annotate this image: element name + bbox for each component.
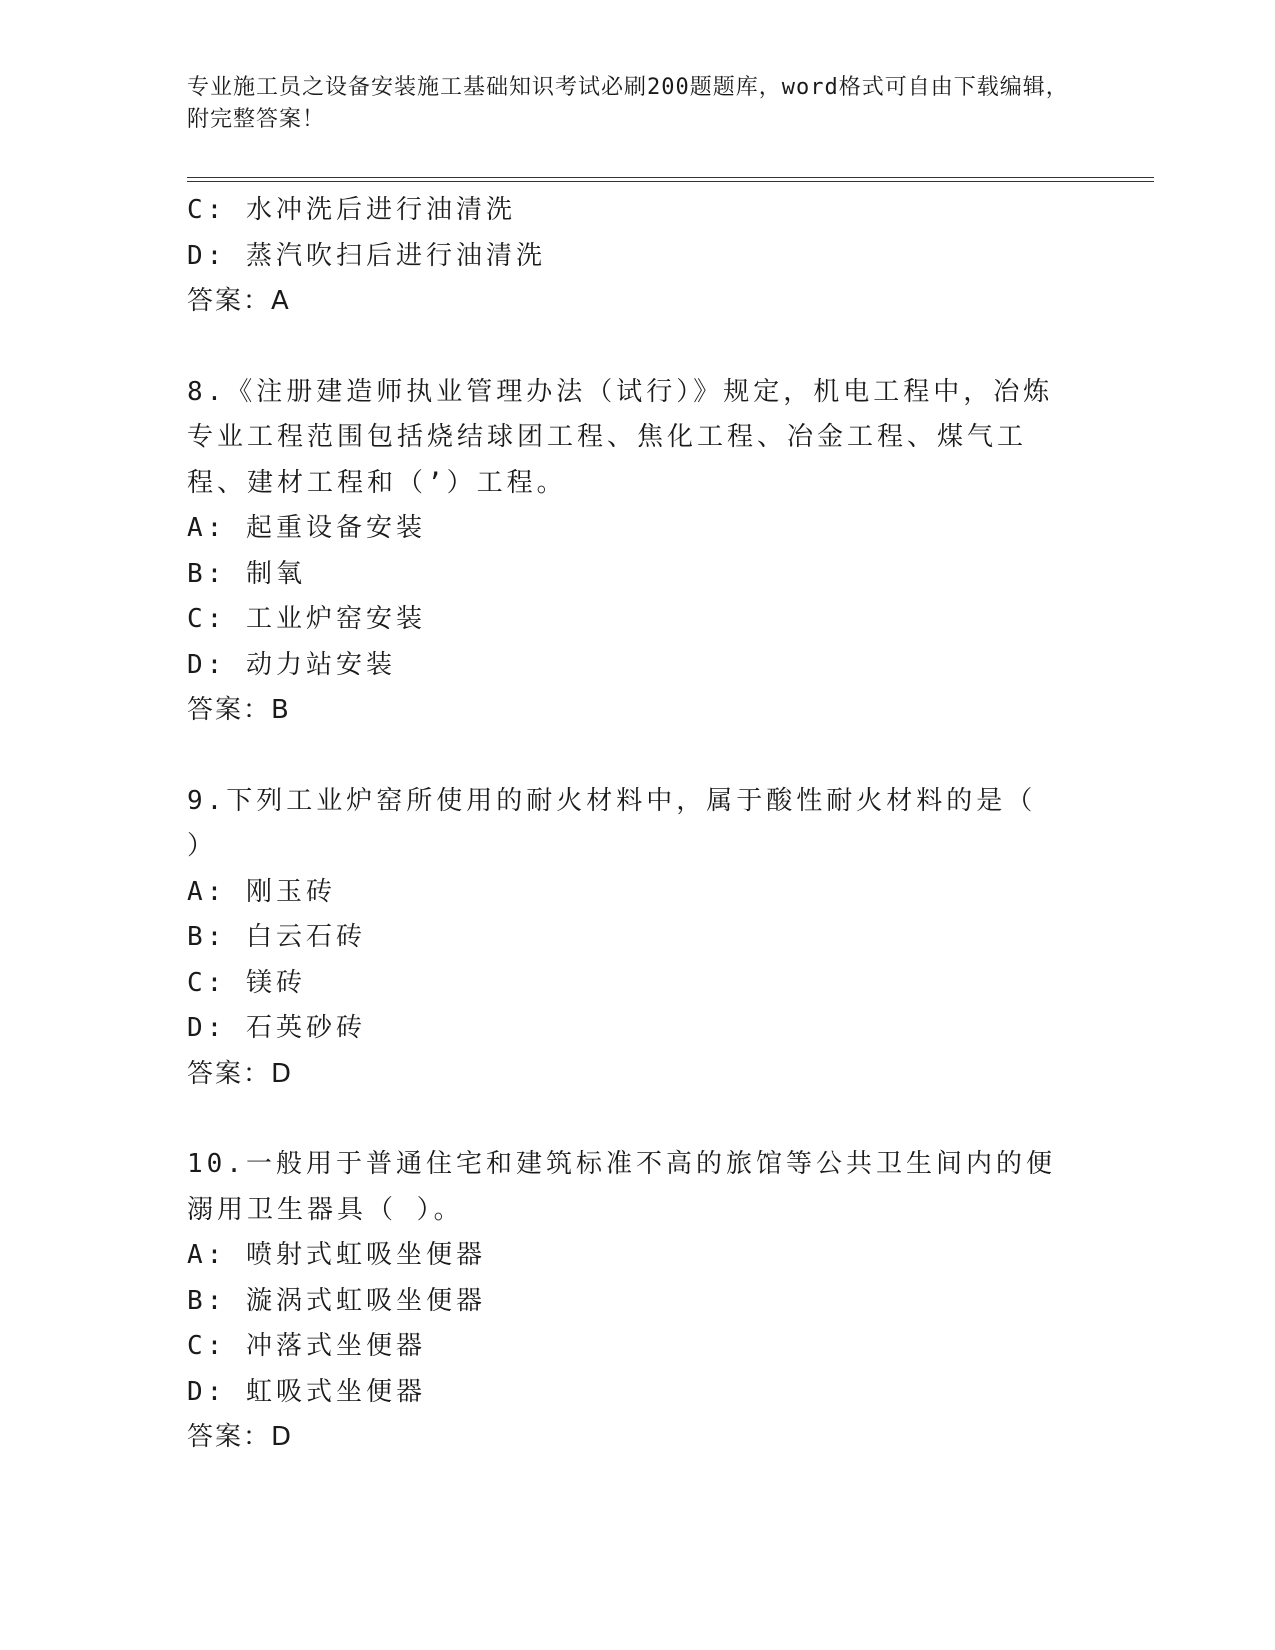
option-c: C: 冲落式坐便器 [187, 1331, 426, 1361]
question-8 [187, 370, 1087, 734]
option-d: D: 石英砂砖 [187, 1013, 366, 1043]
page-header-title: 专业施工员之设备安装施工基础知识考试必刷200题题库，word格式可自由下载编辑，附完整答案！ [187, 75, 1069, 132]
option-a: A: 喷射式虹吸坐便器 [187, 1240, 486, 1270]
option-a: A: 起重设备安装 [187, 513, 426, 543]
carryover-question [187, 188, 1087, 325]
answer-line: 答案：D [187, 1058, 294, 1089]
question-10 [187, 1142, 1087, 1461]
question-9 [187, 779, 1087, 1098]
question-text: 10.一般用于普通住宅和建筑标准不高的旅馆等公共卫生间内的便溺用卫生器具（ ）。 [187, 1149, 1056, 1225]
spacer [187, 325, 1087, 370]
option-c: C: 镁砖 [187, 967, 306, 998]
question-text: 9.下列工业炉窑所使用的耐火材料中，属于酸性耐火材料的是（ ） [187, 785, 1037, 861]
answer-line: 答案：D [187, 1422, 294, 1452]
question-text: 8.《注册建造师执业管理办法（试行）》规定，机电工程中，冶炼专业工程范围包括烧结球团工程、焦化工程、冶金工程、煤气工程、建材工程和（’）工程。 [187, 376, 1054, 498]
option-d: D: 虹吸式坐便器 [187, 1376, 426, 1407]
spacer [187, 1097, 1087, 1142]
spacer [187, 734, 1087, 779]
question-list [187, 188, 1087, 1461]
option-c: C: 水冲洗后进行油清洗 [187, 195, 516, 225]
option-a: A: 刚玉砖 [187, 876, 336, 907]
option-b: B: 漩涡式虹吸坐便器 [187, 1285, 486, 1316]
header-divider [187, 177, 1154, 182]
option-b: B: 制氧 [187, 558, 306, 589]
option-c: C: 工业炉窑安装 [187, 604, 426, 634]
answer-line: 答案：A [187, 286, 291, 316]
option-d: D: 蒸汽吹扫后进行油清洗 [187, 240, 546, 271]
option-d: D: 动力站安装 [187, 649, 396, 680]
option-b: B: 白云石砖 [187, 922, 366, 952]
answer-line: 答案：B [187, 695, 291, 725]
